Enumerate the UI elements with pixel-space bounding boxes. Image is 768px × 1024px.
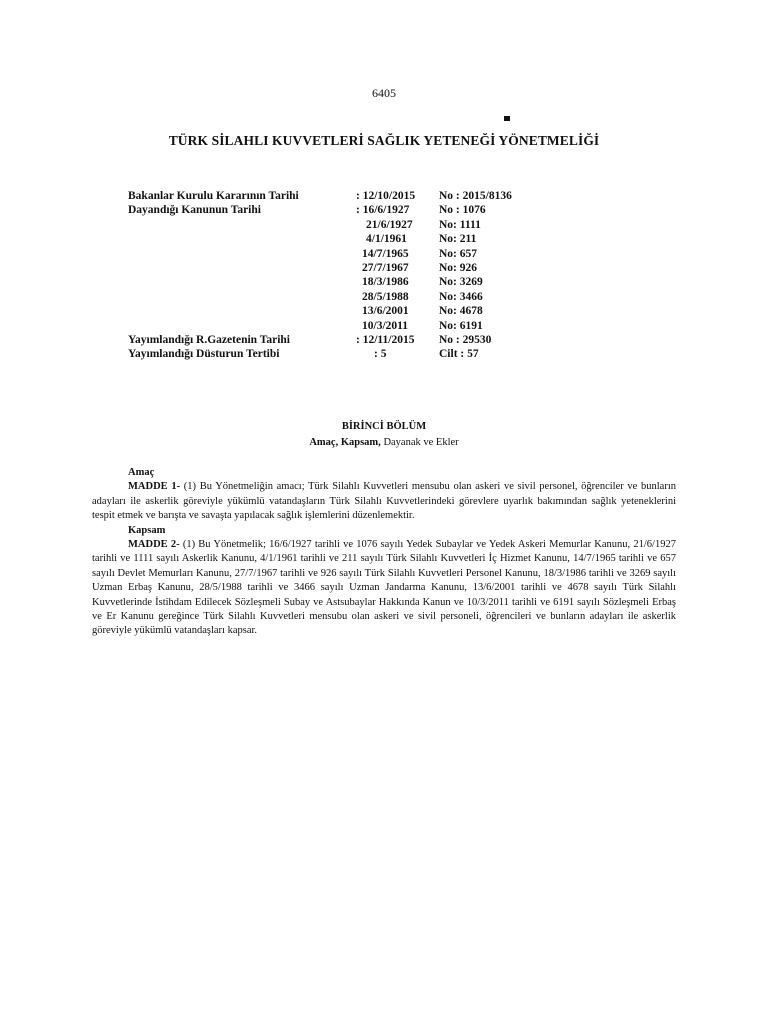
metadata-label: Yayımlandığı Düsturun Tertibi xyxy=(128,348,280,361)
metadata-date: 27/7/1967 xyxy=(362,261,409,274)
section-title: BİRİNCİ BÖLÜM xyxy=(341,421,427,432)
metadata-number: No: 657 xyxy=(439,247,478,260)
metadata-row xyxy=(128,333,648,347)
metadata-date: 13/6/2001 xyxy=(362,305,409,318)
metadata-number: No: 1111 xyxy=(439,218,481,231)
small-square-mark xyxy=(504,116,510,121)
metadata-date: : 12/10/2015 xyxy=(356,190,416,202)
metadata-label: Bakanlar Kurulu Kararının Tarihi xyxy=(128,190,299,202)
metadata-number: No : 29530 xyxy=(439,333,492,346)
metadata-row xyxy=(128,275,648,289)
madde-2-text: (1) Bu Yönetmelik; 16/6/1927 tarihli ve 1076 sayılı Yedek Subaylar ve Yedek Askeri Memurlar Kanunu, 21/6/1927 tarihli ve 1111 sayılı Askerlik Kanunu, 4/1/1961 tarihli ve 211 sayılı Türk Silahlı Kuvvetleri İç Hizmet Kanunu, 14/7/1965 tarihli ve 657 sayılı Devlet Memurları Kanunu, 27/7/1967 tarihli ve 926 sayılı Türk Silahlı Kuvvetleri Personel Kanunu, 18/3/1986 tarihli ve 3269 sayılı Uzman Erbaş Kanunu, 28/5/1988 tarihli ve 3466 sayılı Uzman Jandarma Kanunu, 13/6/2001 tarihli ve 4678 sayılı Türk Silahlı Kuvvetlerinde İstihdam Edilecek Sözleşmeli Subay ve Astsubaylar Hakkında Kanun ve 10/3/2011 tarihli ve 6191 sayılı Sözleşmeli Erbaş ve Er Kanunu gereğince Türk Silahlı Kuvvetleri mensubu olan askeri ve sivil personeli, öğrencileri ve bunların adayları ile askerlik göreviyle yükümlü vatandaşları kapsar. xyxy=(92,539,676,637)
madde-1-text: (1) Bu Yönetmeliğin amacı; Türk Silahlı Kuvvetleri mensubu olan askeri ve sivil personel, öğrenciler ve bunların adayları ile askerlik göreviyle yükümlü vatandaşların Türk Silahlı Kuvvetlerindeki görevlere uyarlık bakımından sağlık yeteneklerini tespit etmek ve barışta ve savaşta yapılacak sağlık işlemlerini düzenlemektir. xyxy=(92,481,676,522)
madde-2-label: MADDE 2- xyxy=(128,539,180,551)
metadata-row xyxy=(128,347,648,361)
metadata-date: : 12/11/2015 xyxy=(356,333,415,346)
metadata-date: : 5 xyxy=(374,348,387,361)
metadata-date: 21/6/1927 xyxy=(366,218,413,231)
document-body xyxy=(92,466,676,639)
metadata-number: No: 926 xyxy=(439,261,478,274)
metadata-date: : 16/6/1927 xyxy=(356,204,410,217)
metadata-date: 4/1/1961 xyxy=(366,233,407,246)
metadata-date: 28/5/1988 xyxy=(362,290,409,303)
metadata-row xyxy=(128,261,648,275)
metadata-row xyxy=(128,304,648,318)
metadata-number: Cilt : 57 xyxy=(439,348,479,361)
metadata-table xyxy=(128,189,648,362)
section-subtitle xyxy=(0,437,768,448)
madde-2-paragraph xyxy=(92,538,676,639)
metadata-row xyxy=(128,189,648,203)
metadata-date: 18/3/1986 xyxy=(362,276,409,289)
metadata-label: Yayımlandığı R.Gazetenin Tarihi xyxy=(128,333,290,346)
metadata-row xyxy=(128,203,648,217)
metadata-row xyxy=(128,319,648,333)
document-title: TÜRK SİLAHLI KUVVETLERİ SAĞLIK YETENEĞİ YÖNETMELİĞİ xyxy=(168,133,600,148)
document-code: 6405 xyxy=(372,86,396,100)
section-subtitle-rest: Dayanak ve Ekler xyxy=(380,437,459,448)
metadata-row xyxy=(128,232,648,246)
metadata-row xyxy=(128,247,648,261)
metadata-row xyxy=(128,218,648,232)
metadata-row xyxy=(128,290,648,304)
metadata-number: No: 3466 xyxy=(439,290,483,303)
madde-1-label: MADDE 1- xyxy=(128,481,181,493)
metadata-number: No: 3269 xyxy=(439,276,483,289)
section-subtitle-bold: Amaç, Kapsam, xyxy=(309,437,381,448)
metadata-date: 14/7/1965 xyxy=(362,247,409,260)
kapsam-heading: Kapsam xyxy=(128,524,166,536)
metadata-number: No: 211 xyxy=(439,233,477,246)
metadata-number: No: 4678 xyxy=(439,305,483,318)
metadata-date: 10/3/2011 xyxy=(362,319,409,332)
metadata-label: Dayandığı Kanunun Tarihi xyxy=(128,204,261,217)
metadata-number: No : 1076 xyxy=(439,204,486,217)
amac-heading: Amaç xyxy=(128,467,155,478)
metadata-number: No : 2015/8136 xyxy=(439,190,512,202)
madde-1-paragraph xyxy=(92,480,676,523)
metadata-number: No: 6191 xyxy=(439,319,483,332)
